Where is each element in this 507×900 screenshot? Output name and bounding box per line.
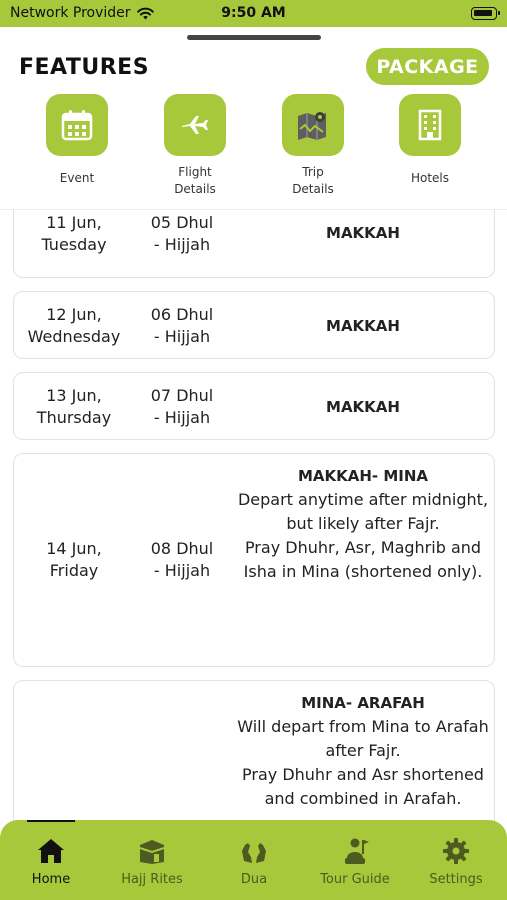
main-sheet	[0, 27, 507, 900]
hotel-icon	[413, 108, 447, 142]
bottom-nav	[0, 820, 507, 900]
row-hijri-date: 07 Dhul - Hijjah	[150, 386, 214, 427]
row-hijri-date: 05 Dhul - Hijjah	[150, 213, 214, 254]
battery-icon	[471, 7, 497, 20]
nav-label: Home	[31, 872, 71, 887]
status-time: 9:50 AM	[221, 5, 286, 21]
airplane-icon	[178, 108, 212, 142]
row-details: Will depart from Mina to Arafah after Fajr. Pray Dhuhr and Asr shortened and combined in Arafah.	[237, 717, 489, 808]
praying-hands-icon	[239, 837, 269, 865]
nav-label: Settings	[429, 872, 483, 887]
nav-tour-guide[interactable]	[310, 836, 400, 887]
nav-dua[interactable]	[209, 836, 299, 887]
row-location: MAKKAH	[326, 398, 400, 416]
feature-label: Hotels	[410, 171, 450, 185]
package-button[interactable]: PACKAGE	[366, 48, 489, 85]
row-hijri-date: 08 Dhul - Hijjah	[150, 539, 214, 580]
calendar-icon	[60, 108, 94, 142]
row-hijri-date: 06 Dhul - Hijjah	[150, 305, 214, 346]
row-details: Depart anytime after midnight, but likely after Fajr. Pray Dhuhr, Asr, Maghrib and Isha in Mina (shortened only).	[237, 490, 489, 581]
features-panel	[0, 27, 507, 210]
schedule-row[interactable]	[13, 453, 495, 667]
row-location: MINA- ARAFAH	[301, 694, 425, 712]
kaaba-icon	[137, 837, 167, 865]
home-icon	[36, 837, 66, 865]
gear-icon	[442, 837, 470, 865]
feature-tile[interactable]	[399, 94, 461, 156]
schedule-row[interactable]	[13, 291, 495, 359]
row-date: 13 Jun, Thursday	[36, 386, 112, 427]
row-date: 12 Jun, Wednesday	[27, 305, 121, 346]
row-description	[236, 395, 490, 419]
active-tab-indicator	[27, 820, 75, 822]
row-location: MAKKAH- MINA	[297, 467, 429, 485]
row-description	[236, 464, 490, 584]
nav-label: Hajj Rites	[121, 872, 183, 887]
feature-trip-details[interactable]	[268, 94, 358, 198]
carrier-name: Network Provider	[10, 5, 131, 21]
feature-tile[interactable]	[164, 94, 226, 156]
nav-label: Tour Guide	[320, 872, 390, 887]
feature-event[interactable]	[32, 94, 122, 187]
row-description	[236, 314, 490, 338]
nav-home[interactable]	[6, 836, 96, 887]
row-description	[236, 691, 490, 811]
row-date: 11 Jun, Tuesday	[41, 213, 107, 254]
feature-tile[interactable]	[46, 94, 108, 156]
row-description	[236, 221, 490, 245]
status-bar	[0, 0, 507, 28]
schedule-list[interactable]	[0, 210, 507, 820]
row-location: MAKKAH	[326, 317, 400, 335]
row-date: 14 Jun, Friday	[46, 539, 102, 580]
schedule-row[interactable]	[13, 372, 495, 440]
feature-label: Flight Details	[174, 165, 216, 196]
tour-guide-icon	[340, 836, 370, 866]
feature-flight-details[interactable]	[150, 94, 240, 198]
nav-label: Dua	[240, 872, 268, 887]
features-title: FEATURES	[19, 55, 150, 80]
map-icon	[295, 107, 331, 143]
sheet-grabber[interactable]	[187, 35, 321, 40]
nav-settings[interactable]	[411, 836, 501, 887]
nav-hajj-rites[interactable]	[107, 836, 197, 887]
feature-hotels[interactable]	[385, 94, 475, 187]
feature-label: Event	[59, 171, 95, 185]
feature-label: Trip Details	[292, 165, 334, 196]
row-location: MAKKAH	[326, 224, 400, 242]
feature-tile[interactable]	[282, 94, 344, 156]
